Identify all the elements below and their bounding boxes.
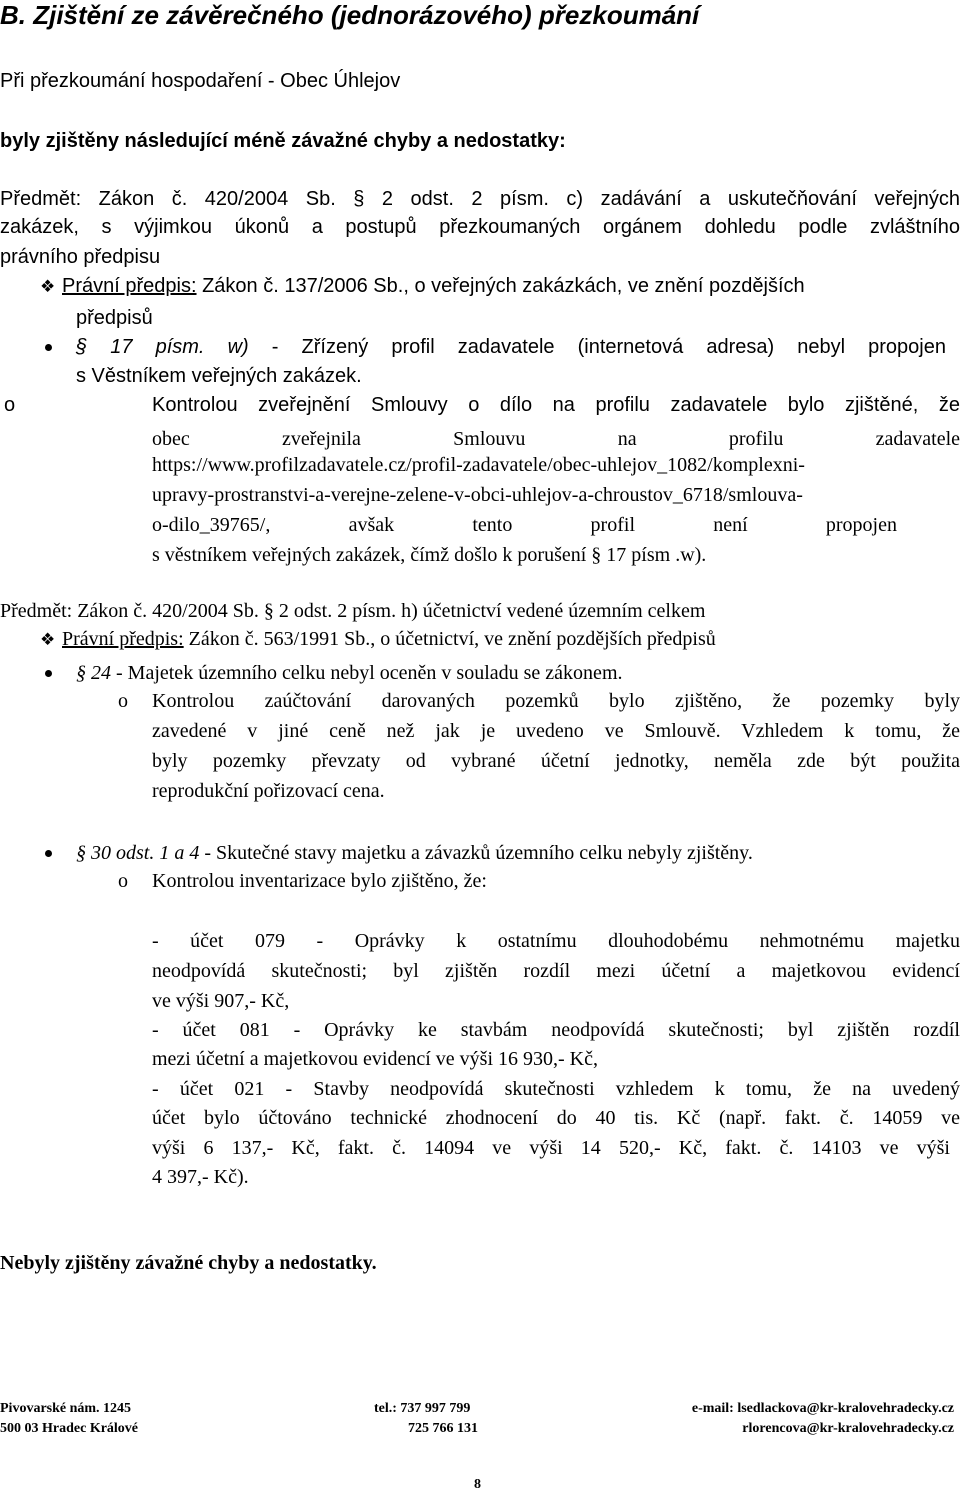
intro-line-1: Při přezkoumání hospodaření - Obec Úhlejov [0, 70, 401, 92]
account-081-line-1: - účet 081 - Oprávky ke stavbám neodpovídá skutečnosti; byl zjištěn rozdíl [152, 1019, 960, 1041]
account-021-line-2: účet bylo účtováno technické zhodnocení do 40 tis. Kč (např. fakt. č. 14059 ve [152, 1107, 960, 1129]
finding-1-line-6: s věstníkem veřejných zakázek, čímž došlo k porušení § 17 písm .w). [152, 544, 707, 566]
legal-text: Zákon č. 563/1991 Sb., o účetnictví, ve znění pozdějších předpisů [188, 628, 716, 650]
footer-phone-1: tel.: 737 997 799 [374, 1401, 471, 1416]
account-079-line-1: - účet 079 - Oprávky k ostatnímu dlouhodobému nehmotnému majetku [152, 930, 960, 952]
account-021-line-1: - účet 021 - Stavby neodpovídá skutečnosti vzhledem k tomu, že na uvedený [152, 1078, 960, 1100]
section-title: B. Zjištění ze závěrečného (jednorázového) přezkoumání [0, 0, 700, 30]
paragraph-ref: § 24 [76, 662, 111, 684]
footer-email-2: rlorencova@kr-kralovehradecky.cz [742, 1421, 954, 1436]
account-021-line-4: 4 397,- Kč). [152, 1166, 249, 1188]
subject-2: Předmět: Zákon č. 420/2004 Sb. § 2 odst. 2 písm. h) účetnictví vedené územním celkem [0, 600, 706, 622]
subject-1-line-1: Předmět: Zákon č. 420/2004 Sb. § 2 odst. 2 písm. c) zadávání a uskutečňování veřejných [0, 188, 960, 210]
account-021-line-3: výši 6 137,- Kč, fakt. č. 14094 ve výši 14 520,- Kč, fakt. č. 14103 ve výši [152, 1137, 950, 1159]
bullet-2-line: § 24 - Majetek územního celku nebyl oceněn v souladu se zákonem. [76, 662, 623, 684]
bullet-dot-icon [45, 670, 52, 677]
diamond-bullet-icon: ❖ [40, 630, 56, 649]
footer-phone-2: 725 766 131 [408, 1421, 478, 1436]
paragraph-ref: § 17 písm. w) [76, 336, 249, 358]
bullet-1-line-2: s Věstníkem veřejných zakázek. [76, 365, 362, 387]
page-number: 8 [474, 1477, 481, 1492]
account-079-line-2: neodpovídá skutečnosti; byl zjištěn rozdíl mezi účetní a majetkovou evidencí [152, 960, 960, 982]
bullet-dot-icon [45, 850, 52, 857]
account-081-line-2: mezi účetní a majetkovou evidencí ve výši 16 930,- Kč, [152, 1048, 598, 1070]
finding-1-line-2: obec zveřejnila Smlouvu na profilu zadavatele [152, 428, 960, 450]
finding-3-intro: Kontrolou inventarizace bylo zjištěno, že: [152, 870, 487, 892]
finding-2-line-4: reprodukční pořizovací cena. [152, 780, 385, 802]
subject-1-line-2: zakázek, s výjimkou úkonů a postupů přezkoumaných orgánem dohledu podle zvláštního [0, 216, 960, 238]
circle-bullet-icon: o [118, 870, 128, 892]
circle-bullet-icon: o [118, 690, 128, 712]
legal-ref-1 [40, 271, 805, 302]
finding-2-line-1: Kontrolou zaúčtování darovaných pozemků bylo zjištěno, že pozemky byly [152, 690, 960, 712]
finding-2-line-3: byly pozemky převzaty od vybrané účetní jednotky, neměla zde být použita [152, 750, 960, 772]
bullet-dot-icon [45, 344, 52, 351]
footer-address-2: 500 03 Hradec Králové [0, 1421, 139, 1436]
legal-label: Právní předpis: [62, 275, 197, 297]
finding-1-line-1: Kontrolou zveřejnění Smlouvy o dílo na profilu zadavatele bylo zjištěné, že [152, 394, 960, 416]
footer-email-1: e-mail: lsedlackova@kr-kralovehradecky.cz [691, 1401, 954, 1416]
legal-label: Právní předpis: [62, 628, 184, 650]
legal-text: Zákon č. 137/2006 Sb., o veřejných zakázkách, ve znění pozdějších [202, 275, 805, 297]
subject-1-line-3: právního předpisu [0, 246, 161, 268]
finding-1-line-4: upravy-prostranstvi-a-verejne-zelene-v-obci-uhlejov-a-chroustov_6718/smlouva- [152, 484, 803, 506]
footer-address-1: Pivovarské nám. 1245 [0, 1401, 132, 1416]
conclusion: Nebyly zjištěny závažné chyby a nedostatky. [0, 1252, 377, 1274]
bullet-3-line: § 30 odst. 1 a 4 - Skutečné stavy majetku a závazků územního celku nebyly zjištěny. [76, 842, 753, 864]
finding-1-line-5: o-dilo_39765/, avšak tento profil není propojen [152, 514, 897, 536]
diamond-bullet-icon: ❖ [40, 277, 56, 296]
legal-ref-1-cont: předpisů [76, 307, 153, 329]
finding-2-line-2: zavedené v jiné ceně než jak je uvedeno ve Smlouvě. Vzhledem k tomu, že [152, 720, 960, 742]
paragraph-ref: § 30 odst. 1 a 4 [76, 842, 200, 864]
intro-line-2: byly zjištěny následující méně závažné chyby a nedostatky: [0, 130, 566, 152]
bullet-1-line-1: § 17 písm. w) - Zřízený profil zadavatele (internetová adresa) nebyl propojen [76, 336, 946, 358]
finding-1-line-3: https://www.profilzadavatele.cz/profil-zadavatele/obec-uhlejov_1082/komplexni- [152, 454, 805, 476]
circle-bullet-icon: o [4, 394, 16, 416]
legal-ref-2 [40, 624, 716, 655]
account-079-line-3: ve výši 907,- Kč, [152, 990, 290, 1012]
